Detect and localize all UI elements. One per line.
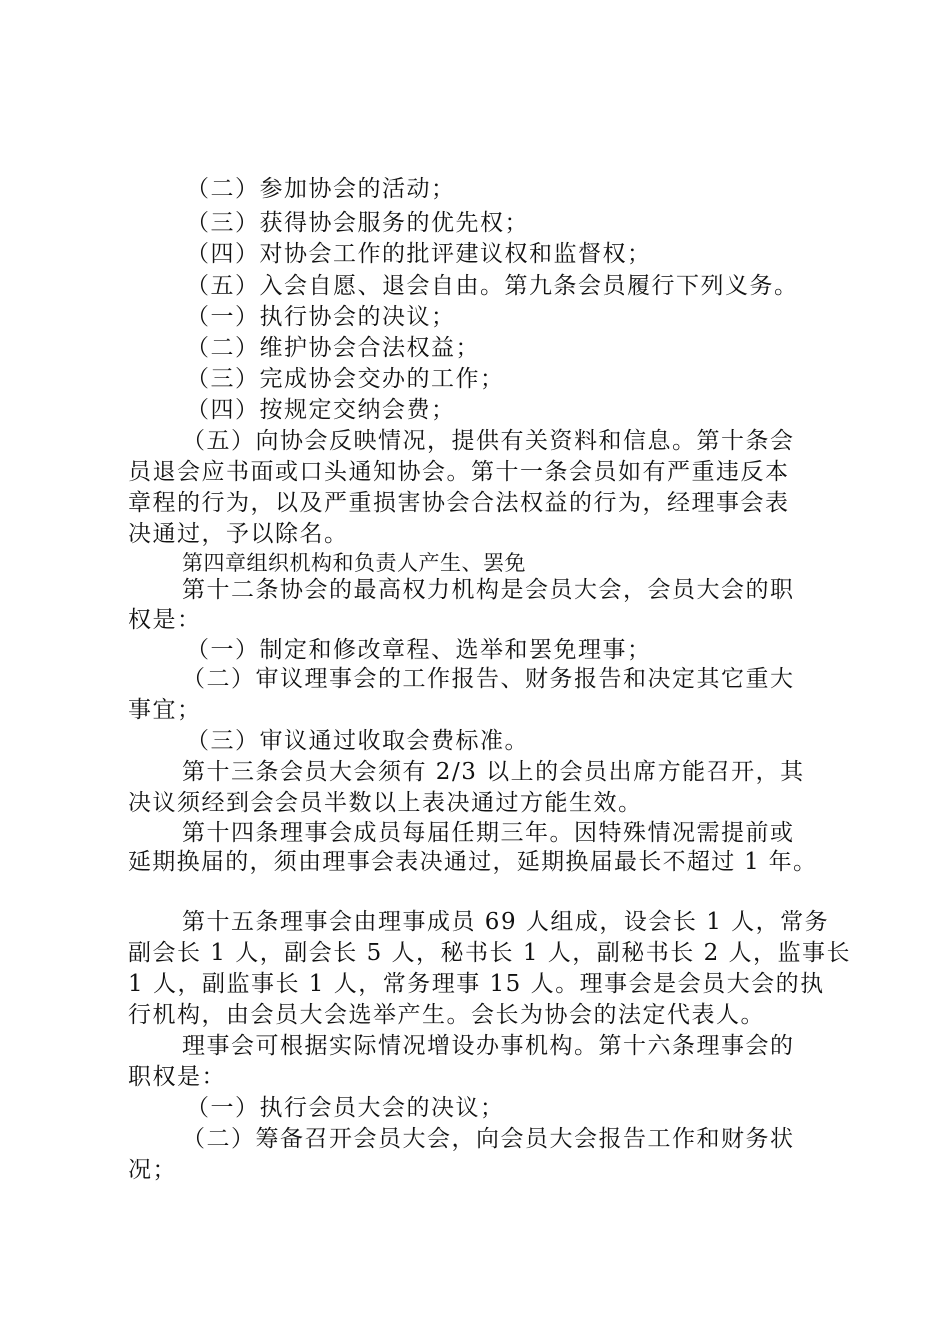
text-line: （二）维护协会合法权益； xyxy=(186,335,480,361)
text-line: （一）执行会员大会的决议； xyxy=(186,1095,505,1121)
text-line: （二）审议理事会的工作报告、财务报告和决定其它重大 xyxy=(182,666,795,692)
text-line: （一）制定和修改章程、选举和罢免理事； xyxy=(186,637,652,663)
text-line: （三）获得协会服务的优先权； xyxy=(186,210,529,236)
text-line: 延期换届的，须由理事会表决通过，延期换届最长不超过 1 年。 xyxy=(128,849,818,875)
text-line: 第十四条理事会成员每届任期三年。因特殊情况需提前或 xyxy=(182,820,795,846)
text-line: （二）参加协会的活动； xyxy=(186,176,456,202)
text-line: 第十五条理事会由理事成员 69 人组成，设会长 1 人，常务 xyxy=(182,909,830,935)
text-line: 权是： xyxy=(128,607,202,633)
text-line: 章程的行为，以及严重损害协会合法权益的行为，经理事会表 xyxy=(128,490,790,516)
text-line: 决议须经到会会员半数以上表决通过方能生效。 xyxy=(128,790,643,816)
text-line: 职权是： xyxy=(128,1064,226,1090)
text-line: （三）完成协会交办的工作； xyxy=(186,366,505,392)
text-line: 事宜； xyxy=(128,697,202,723)
text-line: （五）入会自愿、退会自由。第九条会员履行下列义务。 xyxy=(186,273,799,299)
text-line: （一）执行协会的决议； xyxy=(186,304,456,330)
text-line: 副会长 1 人，副会长 5 人，秘书长 1 人，副秘书长 2 人，监事长 xyxy=(128,940,852,966)
text-line: 第十三条会员大会须有 2/3 以上的会员出席方能召开，其 xyxy=(182,759,805,785)
text-line: （五）向协会反映情况，提供有关资料和信息。第十条会 xyxy=(182,428,795,454)
text-line: （四）按规定交纳会费； xyxy=(186,397,456,423)
text-line: （二）筹备召开会员大会，向会员大会报告工作和财务状 xyxy=(182,1126,795,1152)
text-line: 理事会可根据实际情况增设办事机构。第十六条理事会的 xyxy=(182,1033,795,1059)
text-line: （四）对协会工作的批评建议权和监督权； xyxy=(186,241,652,267)
text-line: 行机构，由会员大会选举产生。会长为协会的法定代表人。 xyxy=(128,1002,765,1028)
section-heading: 第四章组织机构和负责人产生、罢免 xyxy=(182,551,526,575)
text-line: 1 人，副监事长 1 人，常务理事 15 人。理事会是会员大会的执 xyxy=(128,971,825,997)
text-line: 第十二条协会的最高权力机构是会员大会，会员大会的职 xyxy=(182,577,795,603)
text-line: （三）审议通过收取会费标准。 xyxy=(186,728,529,754)
text-line: 决通过，予以除名。 xyxy=(128,521,349,547)
text-line: 员退会应书面或口头通知协会。第十一条会员如有严重违反本 xyxy=(128,459,790,485)
text-line: 况； xyxy=(128,1157,177,1183)
